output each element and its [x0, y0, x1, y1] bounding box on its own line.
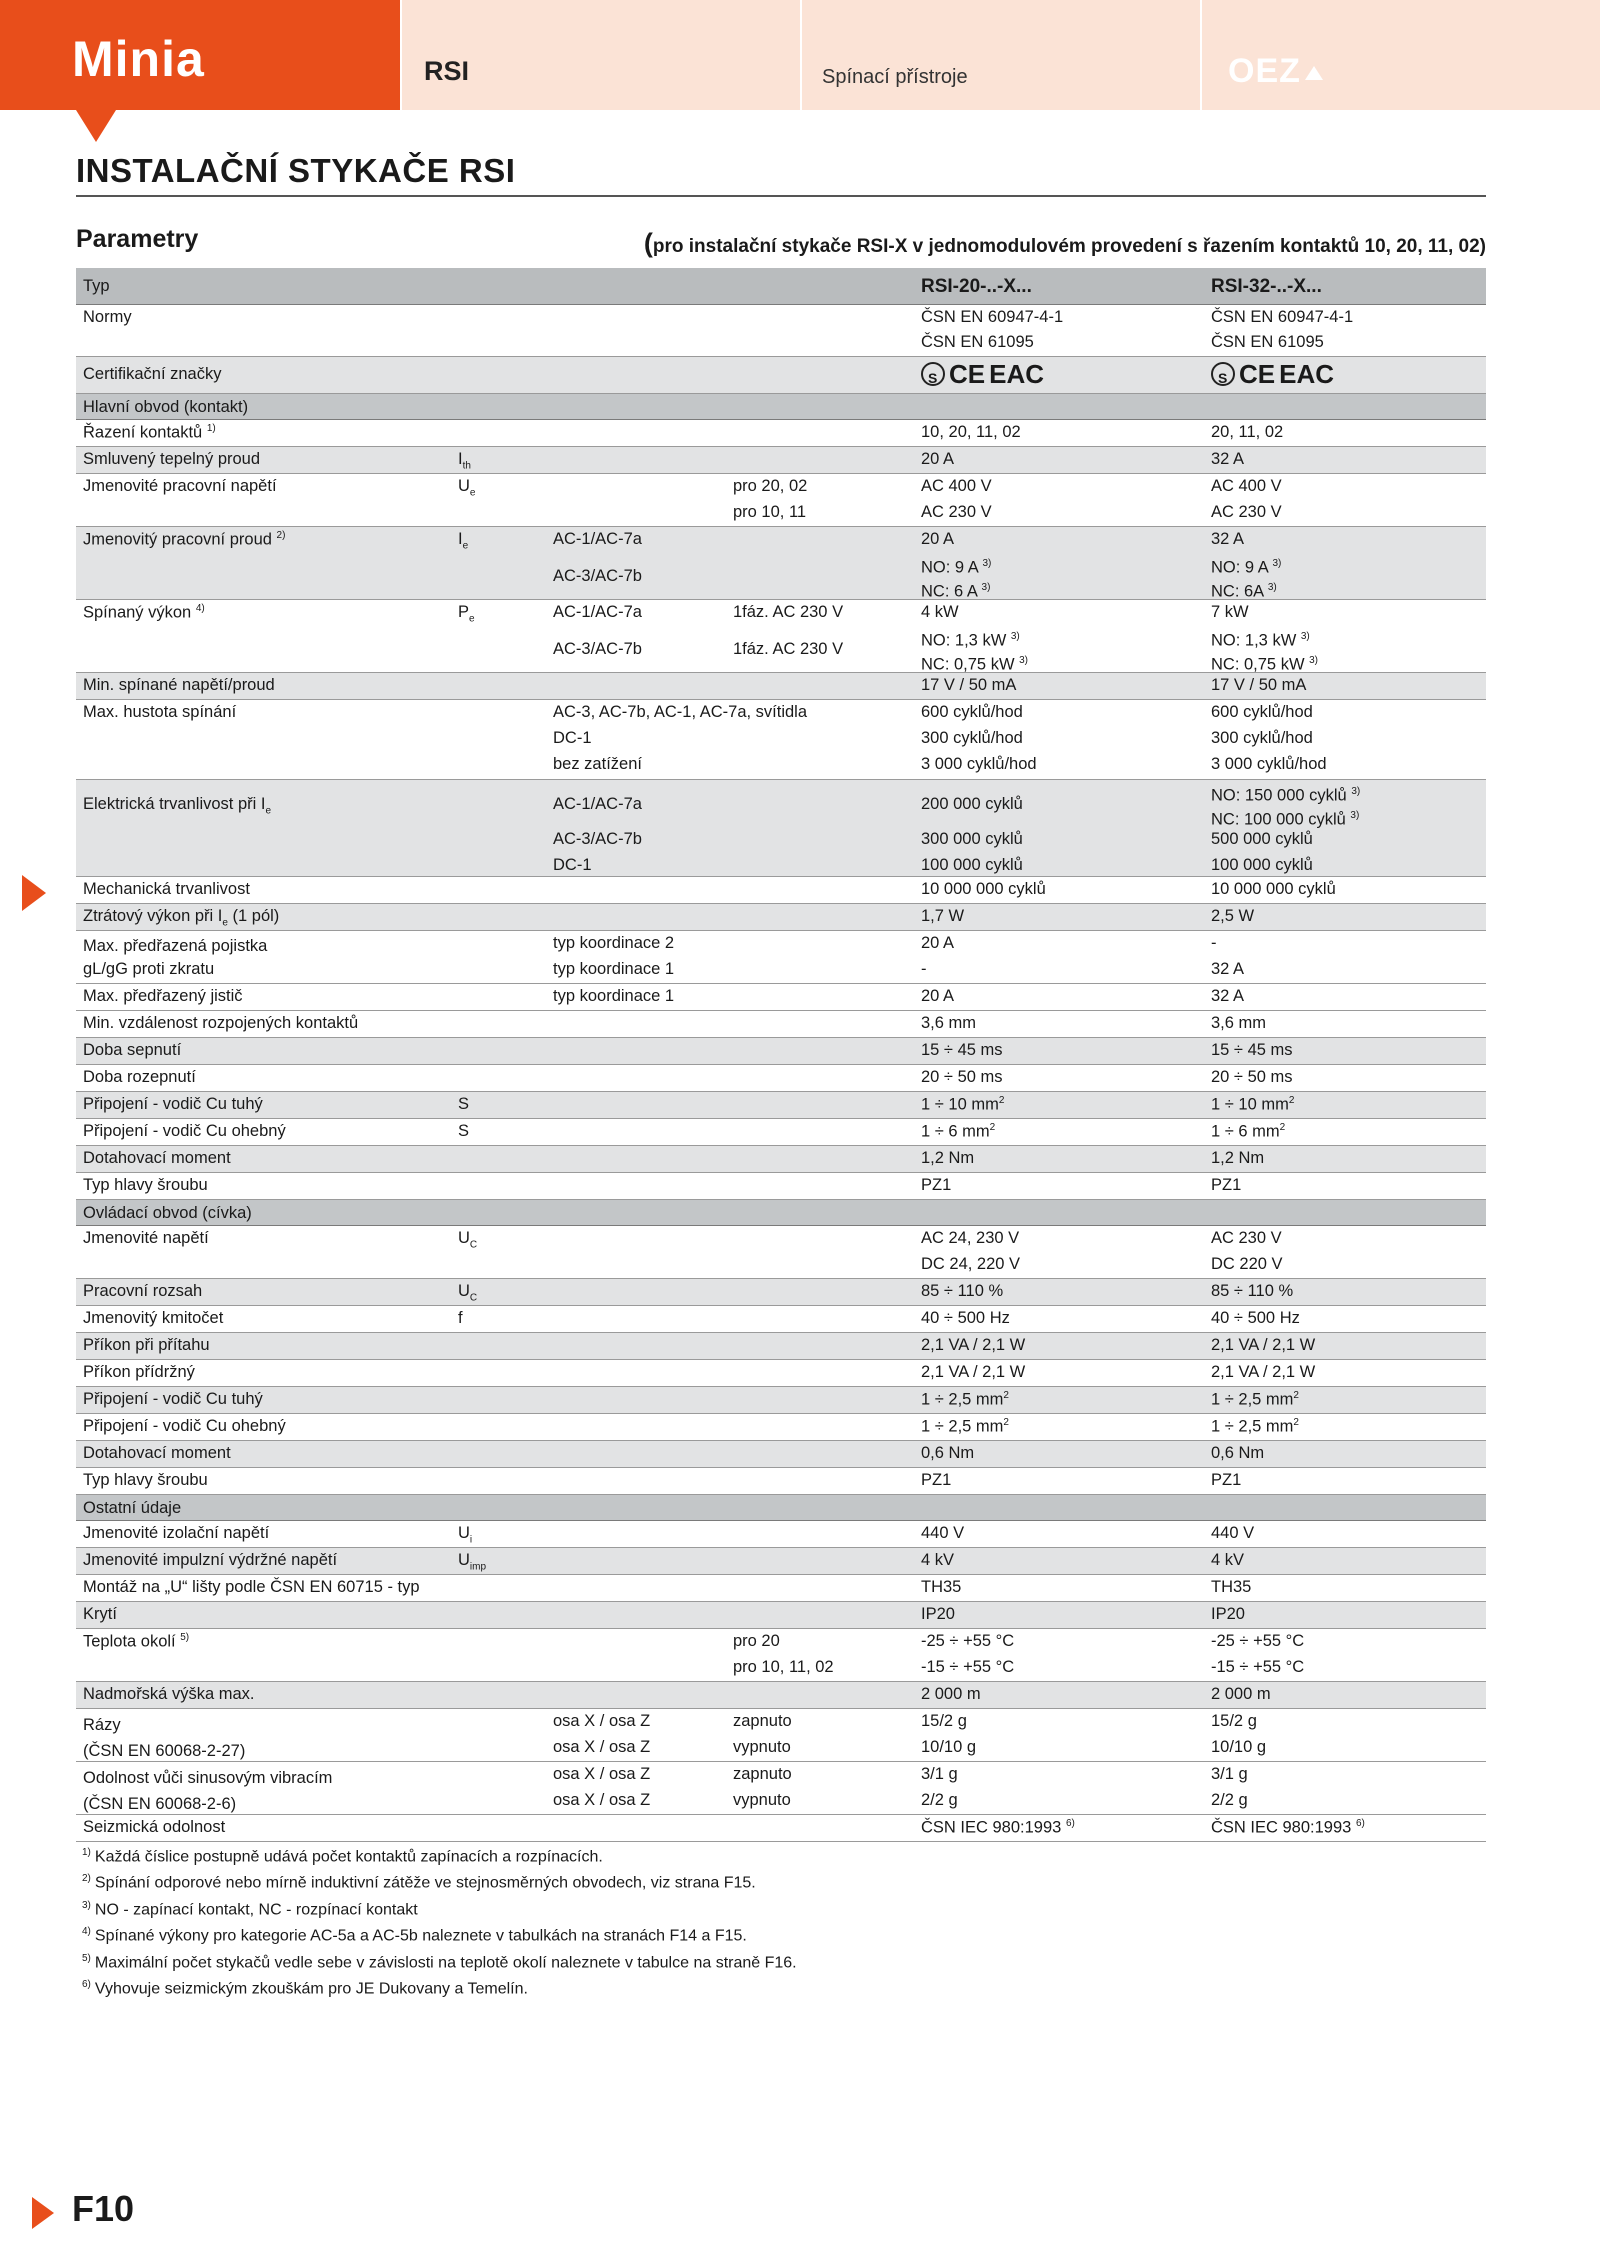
- row-value-1: 3,6 mm: [921, 1014, 977, 1032]
- table-row-cmoment: [76, 1441, 1486, 1468]
- row-label: Doba rozepnutí: [83, 1068, 196, 1086]
- table-row-uimp: [76, 1548, 1486, 1575]
- row-label: Teplota okolí $^{5)}$: [83, 1632, 190, 1651]
- row-category: AC-1/AC-7a: [553, 530, 642, 548]
- table-row-kmit: [76, 1306, 1486, 1333]
- row-value-1: 1 ÷ 10 $mm^2$: [921, 1095, 1005, 1114]
- oez-logo: [1228, 52, 1323, 91]
- row-category: osa X / osa Z: [553, 1738, 651, 1756]
- row-value-2: 300 cyklů/hod: [1211, 729, 1313, 747]
- row-label: Příkon při přítahu: [83, 1336, 210, 1354]
- row-value-1: ČSN IEC 980:1993 $^{6)}$: [921, 1818, 1075, 1837]
- row-condition: 1fáz. AC 230 V: [733, 640, 844, 658]
- row-label: Max. předřazený jistič: [83, 987, 243, 1005]
- row-value-2: 500 000 cyklů: [1211, 830, 1313, 848]
- row-label: Elektrická trvanlivost při $I_e$: [83, 795, 272, 817]
- row-symbol: $I_{th}$: [458, 450, 471, 472]
- row-value-2: 2,1 VA / 2,1 W: [1211, 1363, 1316, 1381]
- row-value-2: 2/2 g: [1211, 1791, 1248, 1809]
- row-label: Řazení kontaktů $^{1)}$: [83, 423, 216, 442]
- row-value-2: 10 000 000 cyklů: [1211, 880, 1336, 898]
- table-row-vzdal: [76, 1011, 1486, 1038]
- row-label: Připojení - vodič Cu ohebný: [83, 1417, 286, 1435]
- row-value-2: 20 ÷ 50 ms: [1211, 1068, 1293, 1086]
- footnote-2: $^{2)}$ Spínání odporové nebo mírně induktivní zátěže ve stejnosměrných obvodech, viz strana F15.: [82, 1873, 756, 1892]
- row-value-2: AC 230 V: [1211, 503, 1282, 521]
- table-row-eltrv: [76, 780, 1486, 877]
- row-value-2: 32 A: [1211, 450, 1245, 468]
- row-value-1: 2/2 g: [921, 1791, 958, 1809]
- note-text: pro instalační stykače RSI-X v jednomodulovém provedení s řazením kontaktů 10, 20, 11, 02): [652, 236, 1486, 257]
- footnote-3: $^{3)}$ NO - zapínací kontakt, NC - rozpínací kontakt: [82, 1900, 418, 1919]
- table-row-minsw: [76, 673, 1486, 700]
- row-value-1: IP20: [921, 1605, 955, 1623]
- row-condition: zapnuto: [733, 1765, 792, 1783]
- section-label: Hlavní obvod (kontakt): [83, 398, 249, 416]
- table-row-seism: [76, 1815, 1486, 1842]
- row-value-1: 1,7 W: [921, 907, 965, 925]
- table-row-pritah: [76, 1333, 1486, 1360]
- row-label: Spínaný výkon $^{4)}$: [83, 603, 205, 622]
- row-category: AC-3/AC-7b: [553, 567, 642, 585]
- row-value-1: AC 400 V: [921, 477, 992, 495]
- table-row-ctuhy: [76, 1387, 1486, 1414]
- row-value-2: 7 kW: [1211, 603, 1249, 621]
- table-row-ui: [76, 1521, 1486, 1548]
- section-row-control-circuit: [76, 1200, 1486, 1226]
- row-category: typ koordinace 2: [553, 934, 675, 952]
- ce-mark-icon: CE: [949, 359, 986, 389]
- row-condition: zapnuto: [733, 1712, 792, 1730]
- logo-text: OEZ: [1228, 52, 1301, 90]
- row-value-1: 3 000 cyklů/hod: [921, 755, 1037, 773]
- row-value-2: PZ1: [1211, 1471, 1242, 1489]
- row-value-1: 300 cyklů/hod: [921, 729, 1023, 747]
- row-label: Krytí: [83, 1605, 117, 1623]
- row-value-2: AC 230 V: [1211, 1229, 1282, 1247]
- row-value-1: 20 A: [921, 987, 955, 1005]
- row-value-1: 2 000 m: [921, 1685, 981, 1703]
- head-rsi20: RSI-20-..-X...: [921, 276, 1032, 297]
- row-label: Dotahovací moment: [83, 1149, 231, 1167]
- table-row-ohebny: [76, 1119, 1486, 1146]
- row-label: Nadmořská výška max.: [83, 1685, 255, 1703]
- row-value-1: 10 000 000 cyklů: [921, 880, 1046, 898]
- row-label: Max. předřazená pojistka gL/gG proti zkratu: [83, 937, 268, 978]
- row-value-2: 85 ÷ 110 %: [1211, 1282, 1294, 1300]
- row-value-1: -15 ÷ +55 °C: [921, 1658, 1015, 1676]
- row-label: Jmenovitý kmitočet: [83, 1309, 224, 1327]
- row-value-1: 1 ÷ 2,5 $mm^2$: [921, 1390, 1009, 1409]
- logo-triangle-icon: [1305, 66, 1323, 80]
- row-label: Seizmická odolnost: [83, 1818, 226, 1836]
- table-row-rozsah: [76, 1279, 1486, 1306]
- eac-mark-icon: EAC: [1279, 359, 1335, 389]
- row-label: Připojení - vodič Cu ohebný: [83, 1122, 286, 1140]
- row-symbol: $I_e$: [458, 530, 469, 552]
- row-label: Max. hustota spínání: [83, 703, 237, 721]
- row-symbol: $U_i$: [458, 1524, 473, 1546]
- row-value-2: 2,5 W: [1211, 907, 1255, 925]
- row-value-1: 1 ÷ 2,5 $mm^2$: [921, 1417, 1009, 1436]
- row-label: Typ hlavy šroubu: [83, 1176, 208, 1194]
- table-row-vyska: [76, 1682, 1486, 1709]
- row-label: Certifikační značky: [83, 365, 222, 383]
- row-value-1: 4 kW: [921, 603, 959, 621]
- table-row-ztrat: [76, 904, 1486, 931]
- row-label: Připojení - vodič Cu tuhý: [83, 1390, 263, 1408]
- row-symbol: S: [458, 1122, 470, 1140]
- row-label: Rázy (ČSN EN 60068-2-27): [83, 1716, 246, 1760]
- row-label: Typ hlavy šroubu: [83, 1471, 208, 1489]
- table-row-cohebny: [76, 1414, 1486, 1441]
- table-row-ue: [76, 474, 1486, 527]
- row-value-1: 600 cyklů/hod: [921, 703, 1023, 721]
- row-label: Min. spínané napětí/proud: [83, 676, 275, 694]
- row-value-1: AC 24, 230 V: [921, 1229, 1020, 1247]
- safety-mark-icon: [1211, 362, 1235, 386]
- row-value-2: DC 220 V: [1211, 1255, 1283, 1273]
- row-category: AC-3/AC-7b: [553, 830, 642, 848]
- row-label: Pracovní rozsah: [83, 1282, 203, 1300]
- table-row-razeni: [76, 420, 1486, 447]
- row-value-2: 1 ÷ 2,5 $mm^2$: [1211, 1417, 1299, 1436]
- brand-name: Minia: [72, 31, 205, 87]
- row-symbol: $U_C$: [458, 1229, 478, 1251]
- side-arrow-icon: [22, 875, 46, 911]
- ce-mark-icon: CE: [1239, 359, 1276, 389]
- table-row-pe: [76, 600, 1486, 673]
- row-condition: pro 10, 11, 02: [733, 1658, 834, 1676]
- row-value-2: NO: 1,3 kW $^{3)}$ NC: 0,75 kW $^{3)}$: [1211, 631, 1319, 673]
- row-value-1: AC 230 V: [921, 503, 992, 521]
- row-value-1: 0,6 Nm: [921, 1444, 975, 1462]
- section-row-main-circuit: [76, 394, 1486, 420]
- row-value-2: NO: 150 000 cyklů $^{3)}$ NC: 100 000 cyklů $^{3)}$: [1211, 786, 1361, 828]
- table-row-rozepnuti: [76, 1065, 1486, 1092]
- row-value-2: -: [1211, 934, 1217, 952]
- eac-mark-icon: EAC: [989, 359, 1045, 389]
- row-value-1: 20 ÷ 50 ms: [921, 1068, 1003, 1086]
- row-label: Montáž na „U“ lišty podle ČSN EN 60715 - typ: [83, 1578, 420, 1596]
- row-value-2: 4 kV: [1211, 1551, 1245, 1569]
- row-value-1: -: [921, 960, 927, 978]
- row-value-2: 32 A: [1211, 960, 1245, 978]
- row-category: typ koordinace 1: [553, 987, 675, 1005]
- cert-marks-1: [921, 360, 1044, 391]
- table-row-jistic: [76, 984, 1486, 1011]
- row-category: AC-1/AC-7a: [553, 795, 642, 813]
- cert-marks-2: [1211, 360, 1334, 391]
- row-value-1: 20 A: [921, 530, 955, 548]
- section-label: Ovládací obvod (cívka): [83, 1204, 252, 1222]
- header-series-cell: [402, 0, 800, 110]
- row-value-1: 2,1 VA / 2,1 W: [921, 1363, 1026, 1381]
- row-value-2: 15 ÷ 45 ms: [1211, 1041, 1293, 1059]
- footnote-4: $^{4)}$ Spínané výkony pro kategorie AC-5a a AC-5b naleznete v tabulkách na stranách F14 a F15.: [82, 1926, 747, 1945]
- brand-block: [0, 0, 400, 110]
- page-arrow-icon: [32, 2197, 54, 2229]
- brand-arrow-icon: [76, 110, 116, 142]
- row-value-1: TH35: [921, 1578, 962, 1596]
- row-condition: pro 10, 11: [733, 503, 807, 521]
- row-value-2: 1 ÷ 2,5 $mm^2$: [1211, 1390, 1299, 1409]
- row-value-2: 600 cyklů/hod: [1211, 703, 1313, 721]
- row-label: Dotahovací moment: [83, 1444, 231, 1462]
- row-symbol: S: [458, 1095, 470, 1113]
- header-logo-cell: [1202, 0, 1600, 110]
- row-label: Mechanická trvanlivost: [83, 880, 250, 898]
- section-row-other: [76, 1495, 1486, 1521]
- table-row-hustota: [76, 700, 1486, 780]
- row-value-1: 440 V: [921, 1524, 965, 1542]
- row-value-2: 1 ÷ 10 $mm^2$: [1211, 1095, 1295, 1114]
- row-condition: pro 20, 02: [733, 477, 808, 495]
- row-value-1: 200 000 cyklů: [921, 795, 1023, 813]
- row-value-2: 2,1 VA / 2,1 W: [1211, 1336, 1316, 1354]
- row-value-1: 20 A: [921, 934, 955, 952]
- row-value-2: -15 ÷ +55 °C: [1211, 1658, 1305, 1676]
- row-category: bez zatížení: [553, 755, 642, 773]
- section-note: [644, 228, 1486, 259]
- row-value-2: 32 A: [1211, 987, 1245, 1005]
- row-value-1: PZ1: [921, 1176, 952, 1194]
- row-value-1: NO: 1,3 kW $^{3)}$ NC: 0,75 kW $^{3)}$: [921, 631, 1029, 673]
- table-row-moment: [76, 1146, 1486, 1173]
- row-symbol: f: [458, 1309, 463, 1327]
- row-value-1: 10, 20, 11, 02: [921, 423, 1021, 441]
- footnote-6: $^{6)}$ Vyhovuje seizmickým zkouškám pro JE Dukovany a Temelín.: [82, 1979, 528, 1998]
- row-label: Jmenovité izolační napětí: [83, 1524, 270, 1542]
- row-label: Příkon přídržný: [83, 1363, 195, 1381]
- row-label: Smluvený tepelný proud: [83, 450, 261, 468]
- row-label: Odolnost vůči sinusovým vibracím (ČSN EN 60068-2-6): [83, 1769, 333, 1813]
- row-value-2: PZ1: [1211, 1176, 1242, 1194]
- safety-mark-icon: [921, 362, 945, 386]
- row-value-1: 4 kV: [921, 1551, 955, 1569]
- section-title: Parametry: [76, 225, 199, 253]
- row-value-1: NO: 9 A $^{3)}$ NC: 6 A $^{3)}$: [921, 558, 992, 600]
- row-value-2: ČSN IEC 980:1993 $^{6)}$: [1211, 1818, 1365, 1837]
- row-label: Ztrátový výkon při $I_e$ (1 pól): [83, 907, 280, 929]
- row-value-1: DC 24, 220 V: [921, 1255, 1021, 1273]
- footnote-1: $^{1)}$ Každá číslice postupně udává počet kontaktů zapínacích a rozpínacích.: [82, 1847, 603, 1866]
- page-number: F10: [72, 2188, 135, 2229]
- row-condition: pro 20: [733, 1632, 780, 1650]
- table-row-normy: [76, 305, 1486, 357]
- row-category: osa X / osa Z: [553, 1791, 651, 1809]
- row-value-2: 17 V / 50 mA: [1211, 676, 1307, 694]
- row-value-1: 300 000 cyklů: [921, 830, 1023, 848]
- table-row-razy: [76, 1709, 1486, 1762]
- row-value-2: 440 V: [1211, 1524, 1255, 1542]
- row-condition: 1fáz. AC 230 V: [733, 603, 844, 621]
- series-name: RSI: [424, 56, 470, 86]
- row-category: AC-1/AC-7a: [553, 603, 642, 621]
- row-category: AC-3/AC-7b: [553, 640, 642, 658]
- row-label: Jmenovitý pracovní proud $^{2)}$: [83, 530, 286, 549]
- table-header-row: [76, 268, 1486, 305]
- row-value-2: AC 400 V: [1211, 477, 1282, 495]
- table-row-sroub: [76, 1173, 1486, 1200]
- row-value-2: 3,6 mm: [1211, 1014, 1267, 1032]
- row-value-2: NO: 9 A $^{3)}$ NC: 6A $^{3)}$: [1211, 558, 1282, 600]
- table-row-uc: [76, 1226, 1486, 1279]
- row-value-1: 2,1 VA / 2,1 W: [921, 1336, 1026, 1354]
- row-value-2: 20, 11, 02: [1211, 423, 1284, 441]
- head-rsi32: RSI-32-..-X...: [1211, 276, 1322, 297]
- row-value-2: 1 ÷ 6 $mm^2$: [1211, 1122, 1286, 1141]
- row-label: Jmenovité napětí: [83, 1229, 209, 1247]
- row-value-1: ČSN EN 60947-4-1 ČSN EN 61095: [921, 308, 1064, 351]
- row-value-2: 0,6 Nm: [1211, 1444, 1265, 1462]
- row-condition: vypnuto: [733, 1738, 791, 1756]
- table-row-pojistka: [76, 931, 1486, 984]
- row-value-2: 40 ÷ 500 Hz: [1211, 1309, 1300, 1327]
- row-label: Doba sepnutí: [83, 1041, 182, 1059]
- row-value-2: -25 ÷ +55 °C: [1211, 1632, 1305, 1650]
- section-label: Ostatní údaje: [83, 1499, 182, 1517]
- row-symbol: $U_C$: [458, 1282, 478, 1304]
- table-row-mech: [76, 877, 1486, 904]
- title-divider: [76, 195, 1486, 197]
- table-row-pridrz: [76, 1360, 1486, 1387]
- row-value-2: 10/10 g: [1211, 1738, 1267, 1756]
- row-category: osa X / osa Z: [553, 1712, 651, 1730]
- row-symbol: $U_e$: [458, 477, 476, 499]
- row-value-2: TH35: [1211, 1578, 1252, 1596]
- table-row-kryti: [76, 1602, 1486, 1629]
- row-condition: vypnuto: [733, 1791, 791, 1809]
- row-value-1: 100 000 cyklů: [921, 856, 1023, 874]
- row-value-1: 3/1 g: [921, 1765, 958, 1783]
- row-value-2: 32 A: [1211, 530, 1245, 548]
- table-row-csroub: [76, 1468, 1486, 1495]
- row-value-2: 15/2 g: [1211, 1712, 1257, 1730]
- row-label: Připojení - vodič Cu tuhý: [83, 1095, 263, 1113]
- row-label: Jmenovité impulzní výdržné napětí: [83, 1551, 338, 1569]
- table-row-cert: [76, 357, 1486, 394]
- row-value-2: 1,2 Nm: [1211, 1149, 1265, 1167]
- row-value-1: 85 ÷ 110 %: [921, 1282, 1004, 1300]
- row-category: osa X / osa Z: [553, 1765, 651, 1783]
- row-symbol: $P_e$: [458, 603, 475, 625]
- header-category-cell: [802, 0, 1200, 110]
- note-paren: (: [643, 228, 653, 258]
- row-value-1: 17 V / 50 mA: [921, 676, 1017, 694]
- table-row-montaz: [76, 1575, 1486, 1602]
- footnote-5: $^{5)}$ Maximální počet stykačů vedle sebe v závislosti na teplotě okolí naleznete v tabulce na straně F16.: [82, 1953, 797, 1972]
- row-label: Jmenovité pracovní napětí: [83, 477, 277, 495]
- table-row-teplota: [76, 1629, 1486, 1682]
- table-row-ie: [76, 527, 1486, 600]
- row-category: typ koordinace 1: [553, 960, 675, 978]
- row-value-1: 10/10 g: [921, 1738, 977, 1756]
- table-row-sepnuti: [76, 1038, 1486, 1065]
- row-value-1: 15/2 g: [921, 1712, 967, 1730]
- row-symbol: $U_{imp}$: [458, 1551, 487, 1573]
- row-value-1: 1 ÷ 6 $mm^2$: [921, 1122, 996, 1141]
- row-value-2: 3 000 cyklů/hod: [1211, 755, 1327, 773]
- table-row-ith: [76, 447, 1486, 474]
- row-value-1: -25 ÷ +55 °C: [921, 1632, 1015, 1650]
- row-value-1: 20 A: [921, 450, 955, 468]
- table-row-vibrace: [76, 1762, 1486, 1815]
- row-label: Min. vzdálenost rozpojených kontaktů: [83, 1014, 359, 1032]
- row-category: DC-1: [553, 729, 592, 747]
- category-name: Spínací přístroje: [822, 66, 968, 88]
- row-value-2: IP20: [1211, 1605, 1245, 1623]
- page-header: [0, 0, 1600, 110]
- row-value-2: ČSN EN 60947-4-1 ČSN EN 61095: [1211, 308, 1354, 351]
- row-label: Normy: [83, 308, 132, 326]
- row-value-2: 100 000 cyklů: [1211, 856, 1313, 874]
- row-value-1: PZ1: [921, 1471, 952, 1489]
- head-type: Typ: [83, 277, 110, 295]
- row-value-2: 2 000 m: [1211, 1685, 1271, 1703]
- row-category: DC-1: [553, 856, 592, 874]
- row-category: AC-3, AC-7b, AC-1, AC-7a, svítidla: [553, 703, 808, 721]
- row-value-2: 3/1 g: [1211, 1765, 1248, 1783]
- page-title: INSTALAČNÍ STYKAČE RSI: [76, 152, 516, 189]
- table-row-tuhy: [76, 1092, 1486, 1119]
- row-value-1: 40 ÷ 500 Hz: [921, 1309, 1010, 1327]
- row-value-1: 15 ÷ 45 ms: [921, 1041, 1003, 1059]
- parameters-table: [76, 268, 1486, 1842]
- row-value-1: 1,2 Nm: [921, 1149, 975, 1167]
